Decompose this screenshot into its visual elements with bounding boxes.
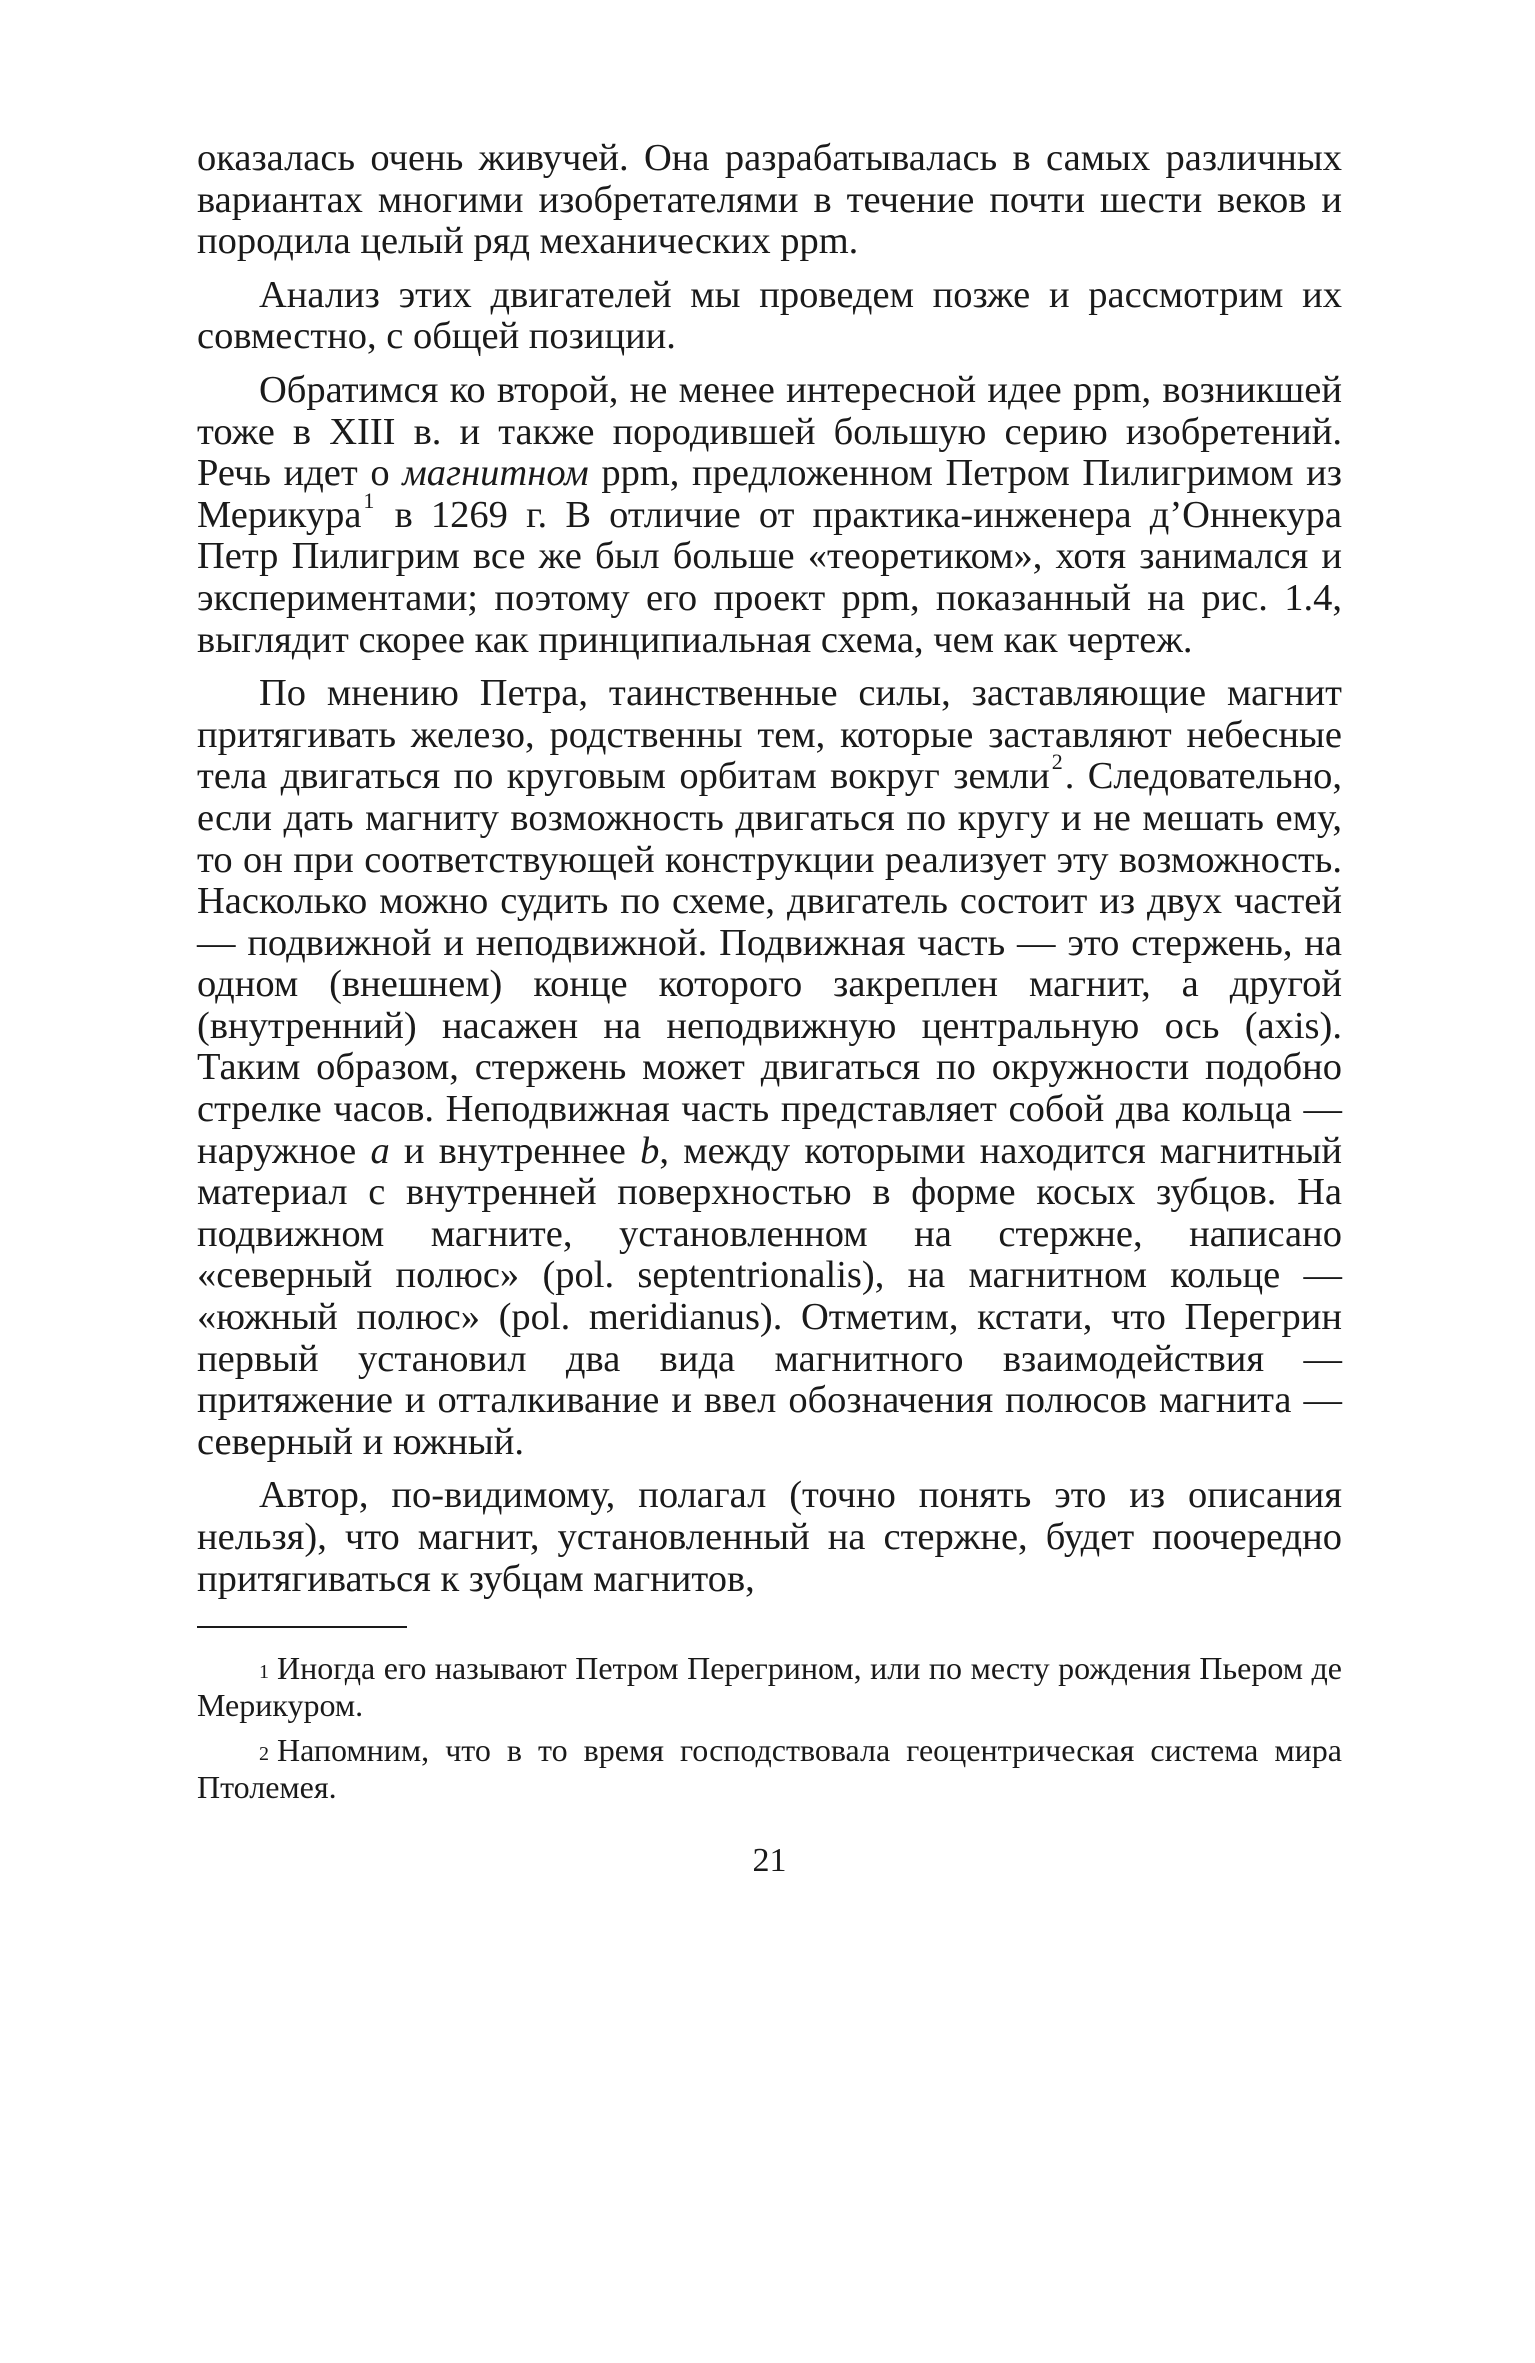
paragraph-4 bbox=[197, 673, 1342, 1463]
paragraph-3 bbox=[197, 370, 1342, 661]
paragraph-4-text-d: , между которыми находится магнитный материал с внутренней поверхностью в форме косых зубцов. На подвижном магните, установленном на стержне, написано «северный полюс» (pol. septentrionalis), на магнитном кольце — «южный полюс» (pol. meridianus). Отметим, кстати, что Перегрин первый установил два вида магнитного взаимодействия — притяжение и отталкивание и ввел обозначения полюсов магнита — северный и южный. bbox=[197, 1129, 1342, 1463]
footnote-2-number: 2 bbox=[259, 1743, 269, 1766]
footnote-1 bbox=[197, 1650, 1342, 1724]
paragraph-4-emphasis-b: b bbox=[640, 1129, 660, 1172]
paragraph-1 bbox=[197, 138, 1342, 263]
paragraph-3-emphasis: магнитном bbox=[402, 452, 589, 495]
footnote-1-number: 1 bbox=[259, 1661, 269, 1684]
main-text bbox=[197, 138, 1342, 1600]
footnote-2-text: Напомним, что в то время господствовала геоцентрическая система мира Птолемея. bbox=[197, 1732, 1342, 1806]
paragraph-4-text-b: . Следовательно, если дать магниту возможность двигаться по кругу и не мешать ему, то он при соответствующей конструкции реализует эту возможность. Насколько можно судить по схеме, двигатель состоит из двух частей — подвижной и неподвижной. Подвижная часть — это стержень, на одном (внешнем) конце которого закреплен магнит, а другой (внутренний) насажен на неподвижную центральную ось (axis). Таким образом, стержень может двигаться по окружности подобно стрелке часов. Неподвижная часть представляет собой два кольца — наружное bbox=[197, 755, 1342, 1172]
paragraph-2 bbox=[197, 275, 1342, 358]
footnote-2 bbox=[197, 1732, 1342, 1806]
page-number: 21 bbox=[752, 1842, 787, 1880]
paragraph-4-emphasis-a: a bbox=[370, 1129, 390, 1172]
footnote-ref-1: 1 bbox=[363, 487, 375, 513]
footnote-ref-2: 2 bbox=[1051, 749, 1063, 775]
footnote-divider bbox=[197, 1626, 407, 1628]
paragraph-3-text-a: Обратимся ко второй, не менее интересной идее ppm, возникшей тоже в XIII в. и также породившей большую серию изобретений. Речь идет о bbox=[197, 368, 1342, 495]
paragraph-4-text-c: и внутреннее bbox=[389, 1129, 641, 1172]
footnote-1-text: Иногда его называют Петром Перегрином, или по месту рождения Пьером де Мерикуром. bbox=[197, 1650, 1342, 1724]
paragraph-4-text-a: По мнению Петра, таинственные силы, заставляющие магнит притягивать железо, родственны тем, которые заставляют небесные тела двигаться по круговым орбитам вокруг земли bbox=[197, 672, 1342, 798]
footnotes bbox=[197, 1650, 1342, 1806]
paragraph-1-text: оказалась очень живучей. Она разрабатывалась в самых различных вариантах многими изобретателями в течение почти шести веков и породила целый ряд механических ppm. bbox=[197, 137, 1342, 263]
paragraph-3-text-c: в 1269 г. В отличие от практика-инженера д’Оннекура Петр Пилигрим все же был больше «теоретиком», хотя занимался и экспериментами; поэтому его проект ppm, показанный на рис. 1.4, выглядит скорее как принципиальная схема, чем как чертеж. bbox=[197, 493, 1342, 661]
paragraph-2-text: Анализ этих двигателей мы проведем позже и рассмотрим их совместно, с общей позиции. bbox=[197, 273, 1342, 358]
book-page bbox=[197, 138, 1342, 1880]
paragraph-3-text-b: ppm, предложенном Петром Пилигримом из Мерикура bbox=[197, 452, 1342, 536]
paragraph-5 bbox=[197, 1475, 1342, 1600]
paragraph-5-text: Автор, по-видимому, полагал (точно понять это из описания нельзя), что магнит, установленный на стержне, будет поочередно притягиваться к зубцам магнитов, bbox=[197, 1474, 1342, 1600]
